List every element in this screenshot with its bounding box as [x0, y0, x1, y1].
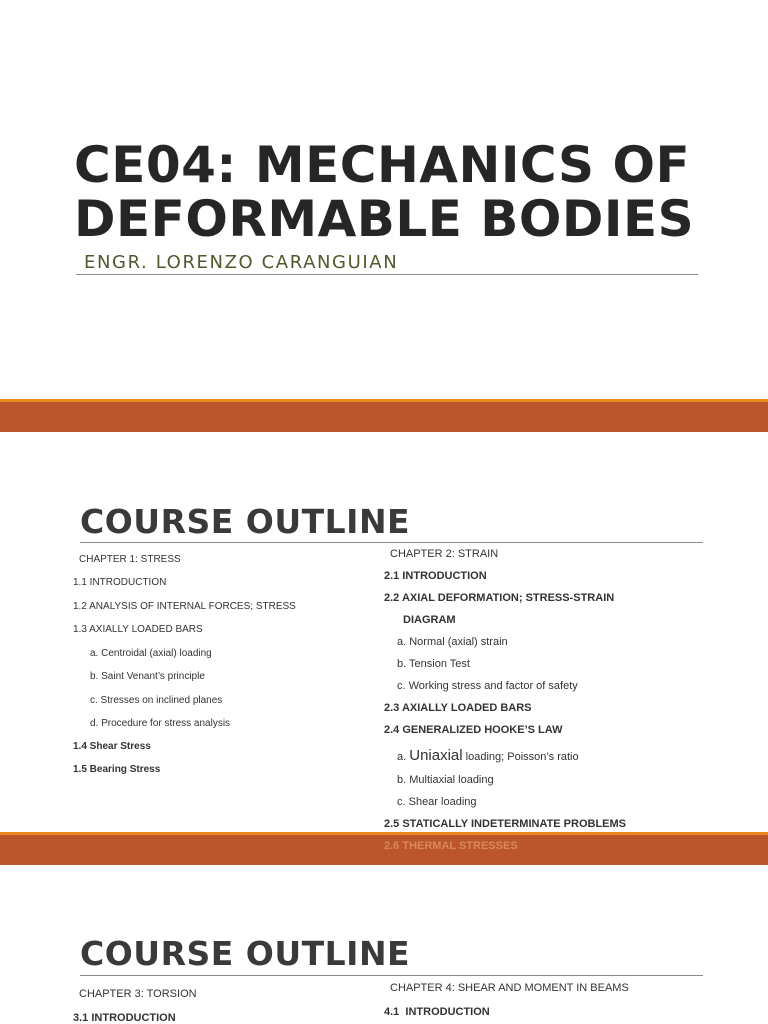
- outline-item: 1.3 AXIALLY LOADED BARS: [73, 624, 203, 635]
- outline-subitem: b. Multiaxial loading: [397, 774, 494, 786]
- outline-subitem: c. Stresses on inclined planes: [90, 695, 223, 706]
- outline-subitem: a. Centroidal (axial) loading: [90, 648, 212, 659]
- outline-divider-2: [80, 975, 703, 976]
- chapter-4-heading: CHAPTER 4: SHEAR AND MOMENT IN BEAMS: [390, 982, 629, 994]
- outline-subitem: c. Working stress and factor of safety: [397, 680, 578, 692]
- outline-item: 1.5 Bearing Stress: [73, 764, 161, 775]
- slide-title-line2: DEFORMABLE BODIES: [74, 190, 695, 248]
- chapter-3-heading: CHAPTER 3: TORSION: [79, 988, 197, 1000]
- subitem-marker: a.: [397, 751, 407, 763]
- outline-subitem: d. Procedure for stress analysis: [90, 718, 231, 729]
- title-divider: [76, 274, 698, 275]
- outline-item: 1.4 Shear Stress: [73, 741, 151, 752]
- outline-item: 1.2 ANALYSIS OF INTERNAL FORCES; STRESS: [73, 601, 296, 612]
- chapter-1-heading: CHAPTER 1: STRESS: [79, 554, 181, 565]
- outline-item: 2.5 STATICALLY INDETERMINATE PROBLEMS: [384, 818, 627, 830]
- outline-item: 2.1 INTRODUCTION: [384, 570, 487, 582]
- subitem-text: loading; Poisson’s ratio: [465, 751, 579, 763]
- outline-subitem: [397, 747, 579, 764]
- outline-subitem: a. Normal (axial) strain: [397, 636, 508, 648]
- outline-item-continued: DIAGRAM: [403, 614, 456, 626]
- outline-item: 2.4 GENERALIZED HOOKE’S LAW: [384, 724, 563, 736]
- outline-item-overlapped: 2.6 THERMAL STRESSES: [384, 840, 518, 852]
- chapter-2-heading: CHAPTER 2: STRAIN: [390, 548, 499, 560]
- author-name: ENGR. LORENZO CARANGUIAN: [84, 252, 399, 273]
- outline-item: 4.1 INTRODUCTION: [384, 1006, 490, 1018]
- slide-title-line1: CE04: MECHANICS OF: [74, 136, 691, 194]
- subitem-emphasis: Uniaxial: [409, 747, 463, 764]
- outline-subitem: b. Saint Venant’s principle: [90, 671, 205, 682]
- outline-subitem: b. Tension Test: [397, 658, 470, 670]
- outline-item: 1.1 INTRODUCTION: [73, 577, 167, 588]
- divider-band-1: [0, 402, 768, 432]
- course-outline-heading-2: COURSE OUTLINE: [80, 934, 411, 973]
- outline-divider: [80, 542, 703, 543]
- outline-item: 3.1 INTRODUCTION: [73, 1012, 176, 1024]
- outline-item: 2.3 AXIALLY LOADED BARS: [384, 702, 532, 714]
- slide-title: [74, 138, 694, 246]
- outline-subitem: c. Shear loading: [397, 796, 477, 808]
- outline-item: 2.2 AXIAL DEFORMATION; STRESS-STRAIN: [384, 592, 615, 604]
- course-outline-heading: COURSE OUTLINE: [80, 502, 411, 541]
